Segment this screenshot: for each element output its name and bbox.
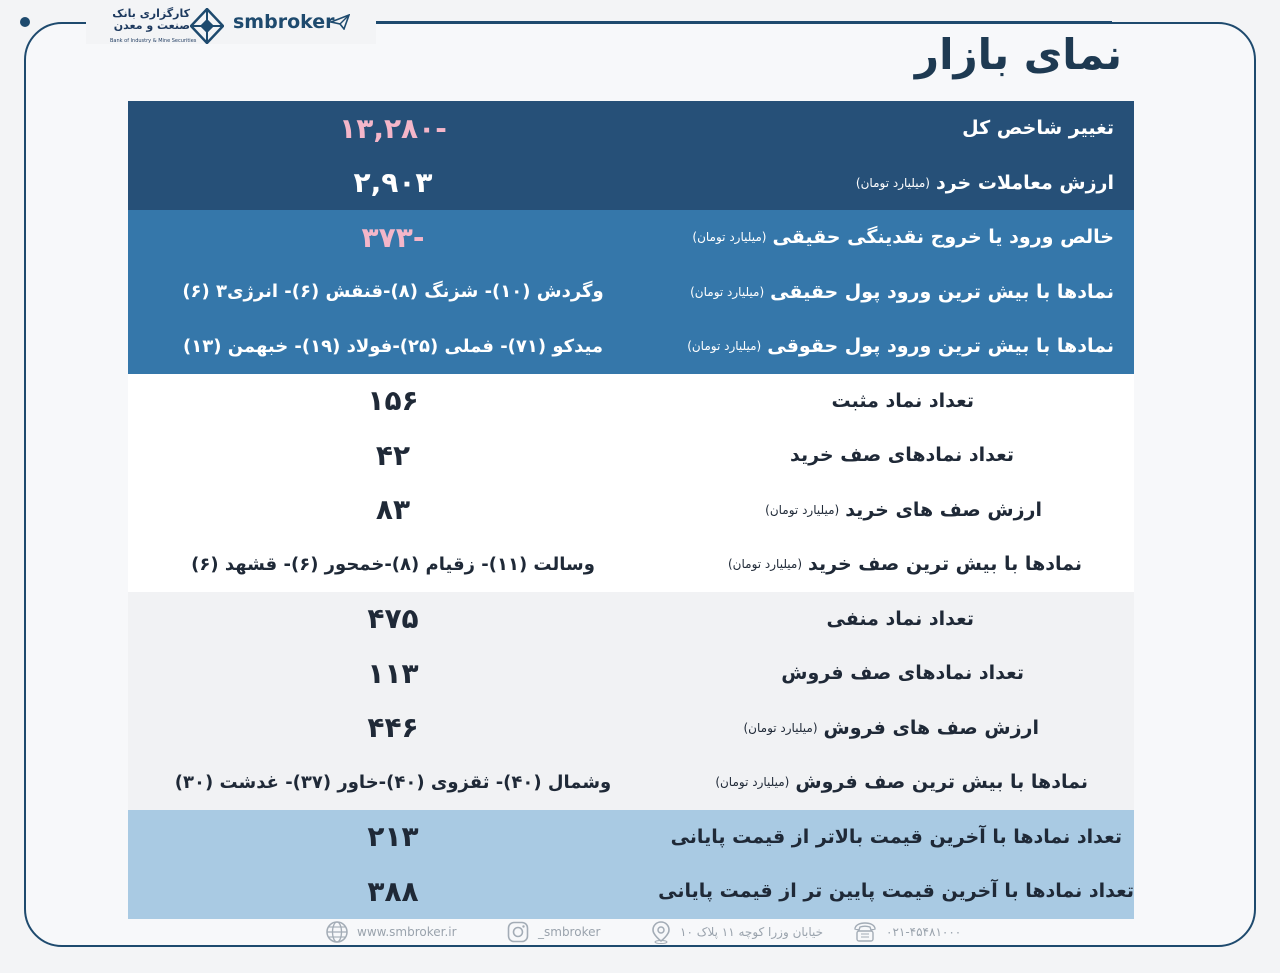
row-label: تعداد نمادها با آخرین قیمت پایین تر از قیمت پایانی xyxy=(658,880,1134,903)
footer-instagram[interactable]: smbroker_ xyxy=(506,920,600,944)
bank-name xyxy=(110,8,190,32)
phone-icon xyxy=(852,920,878,944)
row-value: میدکو (۷۱)- فملی (۲۵)-فولاد (۱۹)- خبهمن (۱۳) xyxy=(182,335,604,357)
site-name: smbroker xyxy=(233,11,335,33)
bank-name-line1: کارگزاری بانک xyxy=(112,7,190,20)
row-value: -۳۷۳ xyxy=(361,220,425,254)
header-dot-left xyxy=(20,17,30,27)
row-value: ۴۲ xyxy=(375,438,411,472)
table-row xyxy=(128,319,1134,374)
row-label: تعداد نمادها با آخرین قیمت بالاتر از قیمت پایانی xyxy=(670,825,1122,848)
row-value: ۱۵۶ xyxy=(367,384,419,418)
row-value: ۴۷۵ xyxy=(367,602,419,636)
paper-plane-icon xyxy=(330,14,350,30)
row-label: تعداد نمادهای صف خرید xyxy=(789,444,1014,467)
row-label: نمادها با بیش ترین صف خرید (میلیارد تومان) xyxy=(727,553,1082,576)
row-label: خالص ورود یا خروج نقدینگی حقیقی (میلیارد تومان) xyxy=(692,226,1114,249)
row-value: ۲۱۳ xyxy=(367,820,419,854)
table-row xyxy=(128,646,1134,701)
row-label: نمادها با بیش ترین صف فروش (میلیارد تومان) xyxy=(715,771,1088,794)
row-value: ۴۴۶ xyxy=(367,711,419,745)
footer-address: خیابان وزرا کوچه ۱۱ پلاک ۱۰ xyxy=(650,920,823,944)
row-value: -۱۳,۲۸۰ xyxy=(339,111,447,145)
row-value: ۲,۹۰۳ xyxy=(353,166,433,200)
table-row xyxy=(128,101,1134,156)
table-row xyxy=(128,210,1134,265)
table-row xyxy=(128,483,1134,538)
row-label: تعداد نماد مثبت xyxy=(831,389,974,412)
table-row xyxy=(128,537,1134,592)
row-label: تعداد نماد منفی xyxy=(826,607,974,630)
header-line xyxy=(372,21,1112,23)
row-value: ۸۳ xyxy=(375,493,411,527)
table-row xyxy=(128,755,1134,810)
page-title: نمای بازار xyxy=(914,30,1122,79)
table-row xyxy=(128,864,1134,919)
row-value: ۱۱۳ xyxy=(367,656,419,690)
row-label: تعداد نمادهای صف فروش xyxy=(781,662,1024,685)
bank-name-line2: صنعت و معدن xyxy=(113,19,190,32)
market-table xyxy=(128,101,1134,919)
bank-logo-icon xyxy=(190,8,224,44)
footer-website[interactable]: www.smbroker.ir xyxy=(325,920,457,944)
table-row xyxy=(128,428,1134,483)
row-value: وشمال (۴۰)- ثقزوی (۴۰)-خاور (۳۷)- غدشت (۳۰) xyxy=(174,771,612,793)
row-label: ارزش صف های خرید (میلیارد تومان) xyxy=(765,498,1042,521)
row-value: وگردش (۱۰)- شزنگ (۸)-قنقش (۶)- انرژی۳ (۶) xyxy=(182,281,604,303)
globe-icon xyxy=(325,920,349,944)
location-pin-icon xyxy=(650,920,672,944)
table-row xyxy=(128,592,1134,647)
table-row xyxy=(128,701,1134,756)
row-label: ارزش صف های فروش (میلیارد تومان) xyxy=(743,716,1039,739)
footer xyxy=(300,916,1000,946)
row-value: وسالت (۱۱)- زقیام (۸)-خمحور (۶)- قشهد (۶) xyxy=(191,553,595,575)
table-row xyxy=(128,810,1134,865)
footer-phone[interactable]: ۰۲۱-۴۵۴۸۱۰۰۰ xyxy=(852,920,961,944)
row-label: نمادها با بیش ترین ورود پول حقیقی (میلیارد تومان) xyxy=(690,280,1114,303)
row-label: نمادها با بیش ترین ورود پول حقوقی (میلیارد تومان) xyxy=(687,335,1114,358)
row-label: ارزش معاملات خرد (میلیارد تومان) xyxy=(855,171,1114,194)
instagram-icon xyxy=(506,920,530,944)
row-value: ۳۸۸ xyxy=(367,874,419,908)
table-row xyxy=(128,265,1134,320)
bank-name-en: Bank of Industry & Mine Securities xyxy=(110,38,197,44)
table-row xyxy=(128,156,1134,211)
table-row xyxy=(128,374,1134,429)
row-label: تغییر شاخص کل xyxy=(962,117,1114,140)
